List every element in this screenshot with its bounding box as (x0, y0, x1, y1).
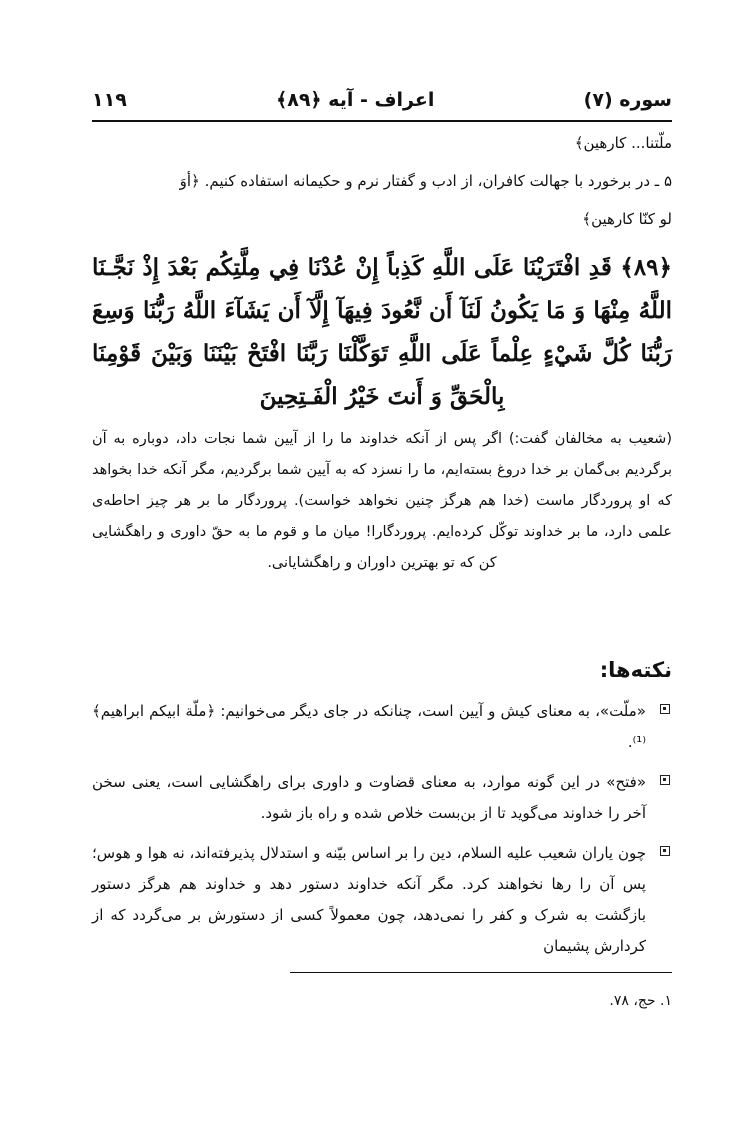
notes-heading: نکته‌ها: (599, 658, 672, 682)
section-label: اعراف - آیه ﴿۸۹﴾ (276, 89, 435, 111)
translation-text: (شعیب به مخالفان گفت:) اگر پس از آنکه خداوند ما را از آیین شما نجات داد، دوباره به آن برگردیم بی‌گمان بر خدا دروغ بسته‌ایم، ما را نسزد که به آیین شما برگردیم، مگر آنکه خدا بخواهد که او پروردگار ماست (خدا هم هرگز چنین نخواهد خواست). پروردگار ما بر هر چیز احاطه‌ی علمی دارد، ما بر خداوند توکّل کرده‌ایم. پروردگارا! میان ما و قوم ما به حقّ داوری و راهگشایی کن که تو بهترین داوران و راهگشایانی. (92, 431, 672, 571)
quran-verse (92, 246, 672, 418)
verse-text: ﴿۸۹﴾ قَدِ افْتَرَيْنَا عَلَى اللَّهِ كَذِباً إِنْ عُدْنَا فِي مِلَّتِكُم بَعْدَ إِذْ نَجَّـنَا اللَّهُ مِنْهَا وَ مَا يَكُونُ لَنَآ أَن نَّعُودَ فِيهَآ إِلَّآ أَن يَشَآءَ اللَّهُ رَبُّنَا وَسِعَ رَبُّنَا كُلَّ شَيْءٍ عِلْماً عَلَى اللَّهِ تَوَكَّلْنَا رَبَّنَا افْتَحْ بَيْنَنَا وَبَيْنَ قَوْمِنَا بِالْحَقِّ وَ أَنتَ خَيْرُ الْفَـتِحِينَ (92, 254, 672, 410)
footnote-divider (290, 972, 672, 973)
note-item (92, 696, 672, 758)
note-text: «فتح» در این گونه موارد، به معنای قضاوت و داوری برای راهگشایی است، یعنی سخن آخر را خداوند می‌گوید تا از بن‌بست خلاص شده و راه باز شود. (92, 773, 646, 822)
page-number: ۱۱۹ (92, 89, 127, 111)
intro-text (92, 124, 672, 238)
surah-label: سوره (۷) (583, 89, 672, 111)
note-text: «ملّت»، به معنای کیش و آیین است، چنانکه در جای دیگر می‌خوانیم: ﴿ملّة ابیکم ابراهیم﴾⁽¹⁾. (92, 702, 646, 751)
verse-translation (92, 424, 672, 579)
note-item (92, 838, 672, 962)
square-bullet-icon (660, 704, 670, 714)
intro-line-1: ملّتنا... کارهین﴾ (574, 134, 672, 152)
note-item (92, 767, 672, 829)
page-header (92, 82, 672, 118)
footnote: ۱. حج، ۷۸. (609, 993, 672, 1009)
header-divider (92, 120, 672, 122)
square-bullet-icon (660, 846, 670, 856)
intro-line-3: لو کنّا کارهین﴾ (582, 210, 672, 228)
note-text: چون یاران شعیب علیه السلام، دین را بر اساس بیّنه و استدلال پذیرفته‌اند، نه هوا و هوس؛ پس آن را رها نخواهند کرد. مگر آنکه خداوند دستور دهد و خداوند هم هرگز دستور بازگشت به شرک و کفر را نمی‌دهد، چون معمولاً کسی از دستورش بر می‌گردد که از کردارش پشیمان (92, 844, 646, 955)
intro-line-2: ۵ ـ در برخورد با جهالت کافران، از ادب و گفتار نرم و حکیمانه استفاده کنیم. ﴿أوَ (179, 172, 672, 190)
square-bullet-icon (660, 775, 670, 785)
notes-list (92, 696, 672, 971)
